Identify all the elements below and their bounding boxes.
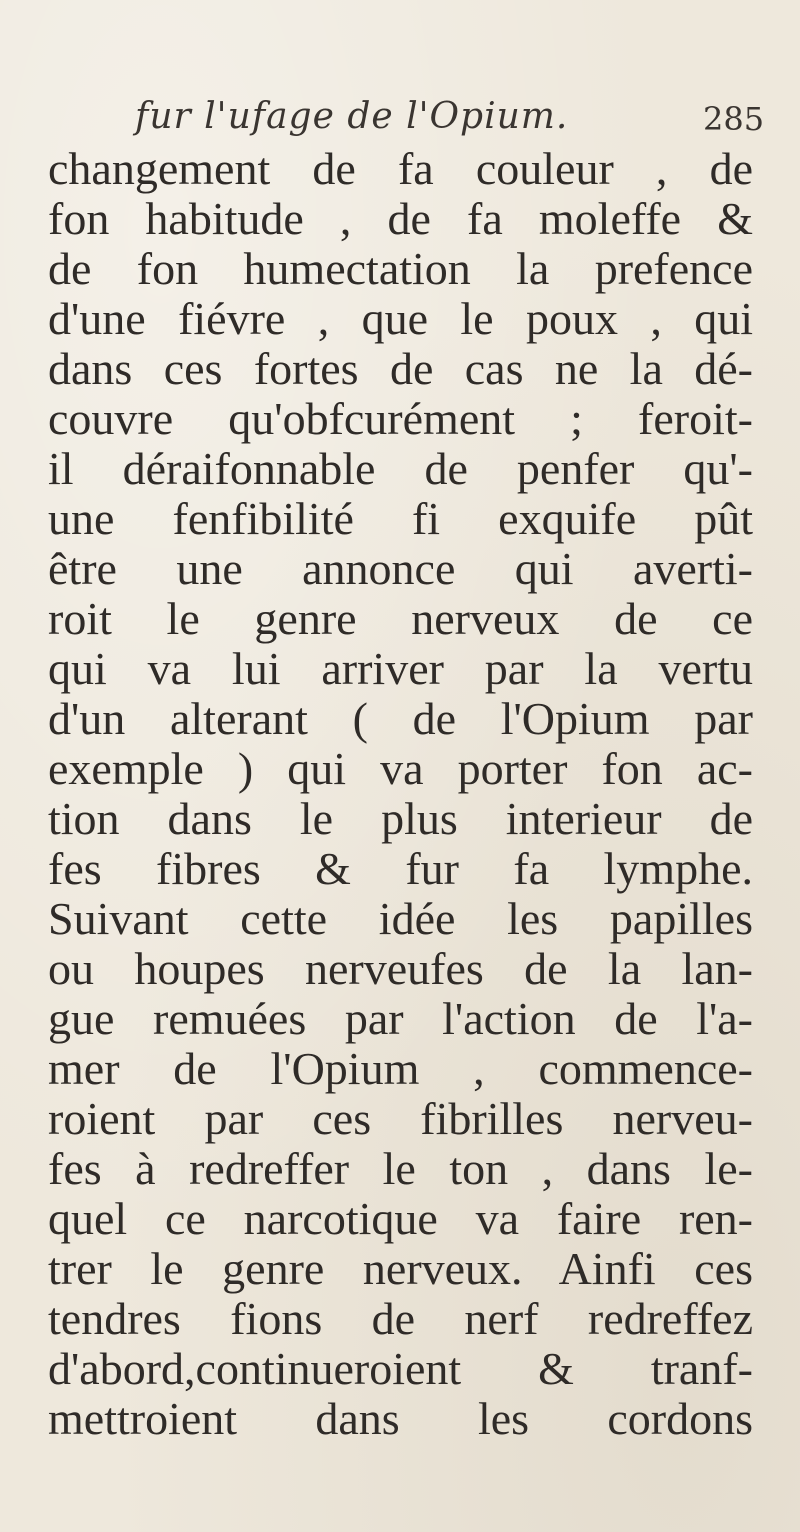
text-line: dans ces fortes de cas ne la dé- — [48, 343, 753, 394]
body-text — [48, 144, 753, 1444]
text-line: roit le genre nerveux de ce — [48, 593, 753, 644]
text-line: gue remuées par l'action de l'a- — [48, 993, 753, 1044]
text-line: ou houpes nerveufes de la lan- — [48, 943, 753, 994]
text-line: couvre qu'obfcurément ; feroit- — [48, 393, 753, 444]
text-line: d'un alterant ( de l'Opium par — [48, 693, 753, 744]
text-line: fes à redreffer le ton , dans le- — [48, 1143, 753, 1194]
text-line: quel ce narcotique va faire ren- — [48, 1193, 753, 1244]
text-line: fon habitude , de fa moleffe & — [48, 193, 753, 244]
text-line: une fenfibilité fi exquife pût — [48, 493, 753, 544]
text-line: tion dans le plus interieur de — [48, 793, 753, 844]
text-line: d'abord,continueroient & tranf- — [48, 1343, 753, 1394]
text-line: il déraifonnable de penfer qu'- — [48, 443, 753, 494]
text-line: tendres fions de nerf redreffez — [48, 1293, 753, 1344]
text-line: de fon humectation la prefence — [48, 243, 753, 294]
text-line: mer de l'Opium , commence- — [48, 1043, 753, 1094]
text-line: Suivant cette idée les papilles — [48, 893, 753, 944]
text-line: mettroient dans les cordons — [48, 1393, 753, 1444]
text-line: fes fibres & fur fa lymphe. — [48, 843, 753, 894]
text-line: qui va lui arriver par la vertu — [48, 643, 753, 694]
text-line: changement de fa couleur , de — [48, 143, 753, 194]
page-number: 285 — [703, 100, 765, 138]
text-line: roient par ces fibrilles nerveu- — [48, 1093, 753, 1144]
page-header — [0, 96, 800, 144]
text-line: exemple ) qui va porter fon ac- — [48, 743, 753, 794]
text-line: trer le genre nerveux. Ainfi ces — [48, 1243, 753, 1294]
running-head: fur l'ufage de l'Opium. — [135, 96, 569, 137]
text-line: être une annonce qui averti- — [48, 543, 753, 594]
text-line: d'une fiévre , que le poux , qui — [48, 293, 753, 344]
